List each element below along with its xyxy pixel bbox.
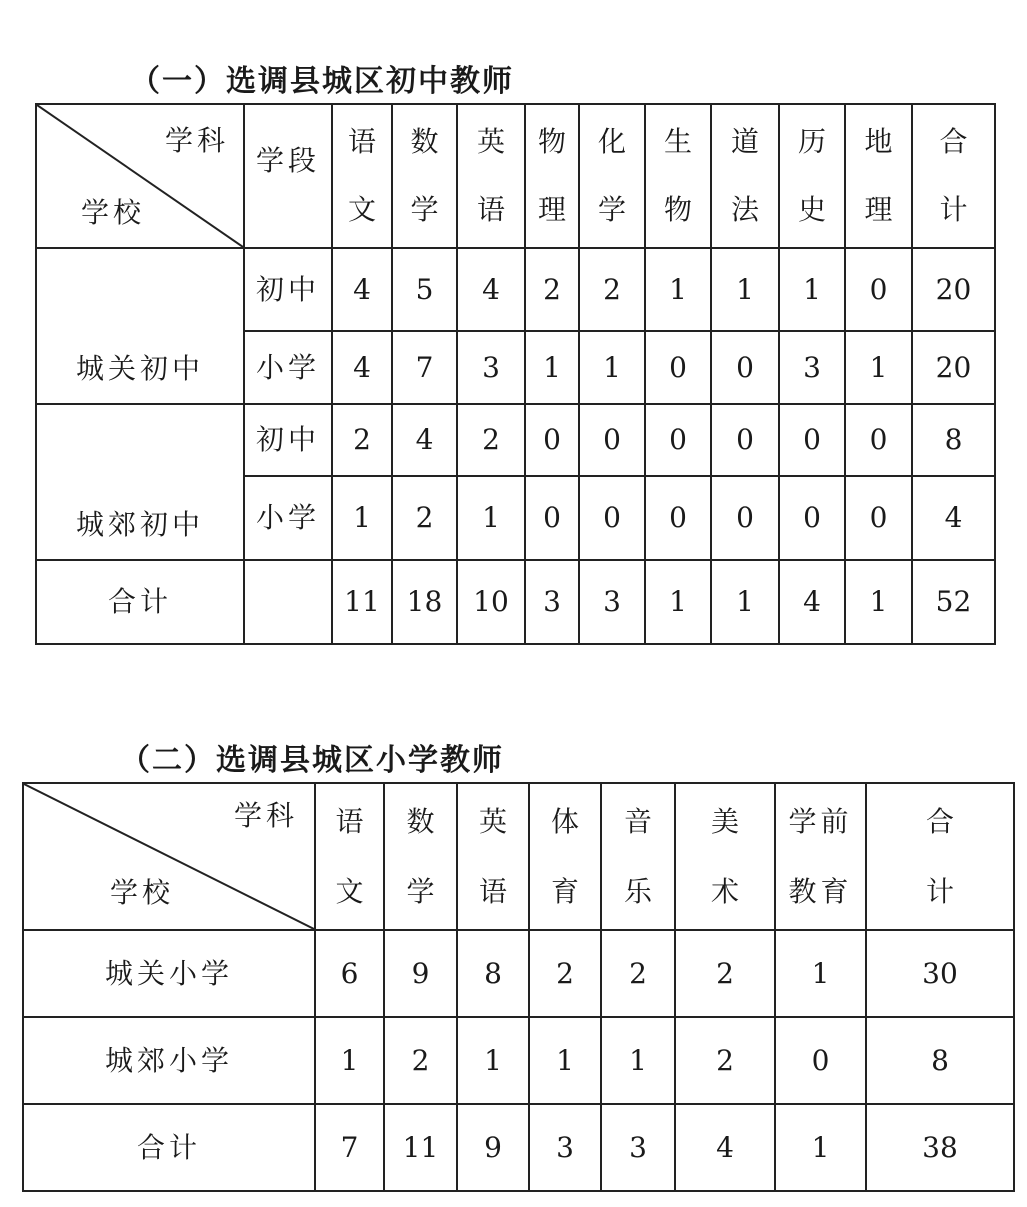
total-value-cell: 11 bbox=[332, 560, 392, 644]
total-label: 合计 bbox=[36, 560, 244, 644]
grand-total-cell: 38 bbox=[866, 1104, 1014, 1191]
value-cell: 0 bbox=[711, 476, 779, 560]
corner-header-cell bbox=[23, 783, 315, 930]
corner-school-label: 学校 bbox=[110, 876, 175, 909]
total-value-cell: 7 bbox=[315, 1104, 384, 1191]
total-value-cell: 11 bbox=[384, 1104, 457, 1191]
value-cell: 5 bbox=[392, 248, 457, 331]
subject-header: 生 物 bbox=[645, 104, 711, 248]
value-cell: 1 bbox=[779, 248, 845, 331]
total-value-cell: 3 bbox=[579, 560, 645, 644]
value-cell: 1 bbox=[315, 1017, 384, 1104]
value-cell: 2 bbox=[675, 930, 775, 1017]
subject-header: 语 文 bbox=[332, 104, 392, 248]
value-cell: 4 bbox=[392, 404, 457, 476]
total-value-cell: 1 bbox=[645, 560, 711, 644]
subject-header: 物 理 bbox=[525, 104, 579, 248]
table-row bbox=[36, 404, 995, 476]
value-cell: 0 bbox=[845, 248, 912, 331]
value-cell: 0 bbox=[525, 404, 579, 476]
value-cell: 1 bbox=[579, 331, 645, 404]
value-cell: 0 bbox=[525, 476, 579, 560]
row-total-cell: 20 bbox=[912, 331, 995, 404]
total-value-cell: 3 bbox=[525, 560, 579, 644]
value-cell: 1 bbox=[529, 1017, 601, 1104]
subject-header: 数 学 bbox=[392, 104, 457, 248]
subject-header: 美 术 bbox=[675, 783, 775, 930]
subject-header: 英 语 bbox=[457, 104, 525, 248]
primary-teacher-table bbox=[22, 782, 1015, 1192]
value-cell: 4 bbox=[332, 248, 392, 331]
total-value-cell: 1 bbox=[775, 1104, 866, 1191]
table2-title: （二）选调县城区小学教师 bbox=[120, 743, 504, 778]
total-label: 合计 bbox=[23, 1104, 315, 1191]
value-cell: 2 bbox=[384, 1017, 457, 1104]
total-value-cell: 1 bbox=[845, 560, 912, 644]
value-cell: 0 bbox=[579, 476, 645, 560]
value-cell: 1 bbox=[601, 1017, 675, 1104]
stage-header-cell bbox=[244, 104, 332, 248]
value-cell: 0 bbox=[845, 404, 912, 476]
value-cell: 0 bbox=[579, 404, 645, 476]
total-header: 合 计 bbox=[912, 104, 995, 248]
value-cell: 2 bbox=[525, 248, 579, 331]
total-value-cell: 4 bbox=[779, 560, 845, 644]
row-total-cell: 30 bbox=[866, 930, 1014, 1017]
total-value-cell: 10 bbox=[457, 560, 525, 644]
value-cell: 3 bbox=[457, 331, 525, 404]
value-cell: 0 bbox=[645, 404, 711, 476]
school-name: 城郊初中 bbox=[36, 404, 244, 560]
corner-school-label: 学校 bbox=[81, 196, 146, 229]
table1-title: （一）选调县城区初中教师 bbox=[130, 64, 514, 99]
stage-name: 初中 bbox=[244, 404, 332, 476]
value-cell: 0 bbox=[779, 476, 845, 560]
total-value-cell: 1 bbox=[711, 560, 779, 644]
subject-header: 学前 教育 bbox=[775, 783, 866, 930]
empty-cell bbox=[244, 560, 332, 644]
subject-header: 语 文 bbox=[315, 783, 384, 930]
value-cell: 6 bbox=[315, 930, 384, 1017]
value-cell: 1 bbox=[645, 248, 711, 331]
value-cell: 1 bbox=[457, 476, 525, 560]
subject-header: 地 理 bbox=[845, 104, 912, 248]
row-total-cell: 8 bbox=[866, 1017, 1014, 1104]
subject-header: 道 法 bbox=[711, 104, 779, 248]
subject-header: 英 语 bbox=[457, 783, 529, 930]
value-cell: 0 bbox=[779, 404, 845, 476]
value-cell: 1 bbox=[525, 331, 579, 404]
stage-name: 小学 bbox=[244, 331, 332, 404]
total-value-cell: 18 bbox=[392, 560, 457, 644]
table-row bbox=[23, 1017, 1014, 1104]
corner-subject-label: 学科 bbox=[164, 124, 229, 157]
value-cell: 4 bbox=[457, 248, 525, 331]
row-total-cell: 20 bbox=[912, 248, 995, 331]
total-row bbox=[36, 560, 995, 644]
value-cell: 2 bbox=[392, 476, 457, 560]
value-cell: 2 bbox=[332, 404, 392, 476]
value-cell: 9 bbox=[384, 930, 457, 1017]
value-cell: 0 bbox=[645, 331, 711, 404]
junior-teacher-table bbox=[35, 103, 996, 645]
school-name: 城关小学 bbox=[23, 930, 315, 1017]
value-cell: 1 bbox=[845, 331, 912, 404]
value-cell: 0 bbox=[645, 476, 711, 560]
grand-total-cell: 52 bbox=[912, 560, 995, 644]
value-cell: 0 bbox=[845, 476, 912, 560]
value-cell: 7 bbox=[392, 331, 457, 404]
school-name: 城郊小学 bbox=[23, 1017, 315, 1104]
subject-header: 体 育 bbox=[529, 783, 601, 930]
stage-name: 小学 bbox=[244, 476, 332, 560]
subject-header: 历 史 bbox=[779, 104, 845, 248]
value-cell: 0 bbox=[711, 404, 779, 476]
value-cell: 0 bbox=[775, 1017, 866, 1104]
table-row bbox=[23, 930, 1014, 1017]
subject-header: 音 乐 bbox=[601, 783, 675, 930]
subject-header: 数 学 bbox=[384, 783, 457, 930]
header-row bbox=[23, 783, 1014, 930]
value-cell: 2 bbox=[579, 248, 645, 331]
row-total-cell: 4 bbox=[912, 476, 995, 560]
total-row bbox=[23, 1104, 1014, 1191]
total-value-cell: 9 bbox=[457, 1104, 529, 1191]
stage-header: 学段 bbox=[255, 144, 320, 177]
value-cell: 2 bbox=[601, 930, 675, 1017]
value-cell: 3 bbox=[779, 331, 845, 404]
stage-name: 初中 bbox=[244, 248, 332, 331]
value-cell: 2 bbox=[457, 404, 525, 476]
value-cell: 1 bbox=[332, 476, 392, 560]
value-cell: 8 bbox=[457, 930, 529, 1017]
value-cell: 1 bbox=[775, 930, 866, 1017]
school-name: 城关初中 bbox=[36, 248, 244, 404]
value-cell: 1 bbox=[457, 1017, 529, 1104]
total-header: 合 计 bbox=[866, 783, 1014, 930]
value-cell: 2 bbox=[529, 930, 601, 1017]
table-row bbox=[36, 248, 995, 331]
total-value-cell: 3 bbox=[529, 1104, 601, 1191]
total-value-cell: 4 bbox=[675, 1104, 775, 1191]
value-cell: 0 bbox=[711, 331, 779, 404]
value-cell: 2 bbox=[675, 1017, 775, 1104]
value-cell: 4 bbox=[332, 331, 392, 404]
subject-header: 化 学 bbox=[579, 104, 645, 248]
corner-subject-label: 学科 bbox=[233, 799, 298, 832]
header-row bbox=[36, 104, 995, 248]
corner-header-cell bbox=[36, 104, 244, 248]
value-cell: 1 bbox=[711, 248, 779, 331]
row-total-cell: 8 bbox=[912, 404, 995, 476]
total-value-cell: 3 bbox=[601, 1104, 675, 1191]
